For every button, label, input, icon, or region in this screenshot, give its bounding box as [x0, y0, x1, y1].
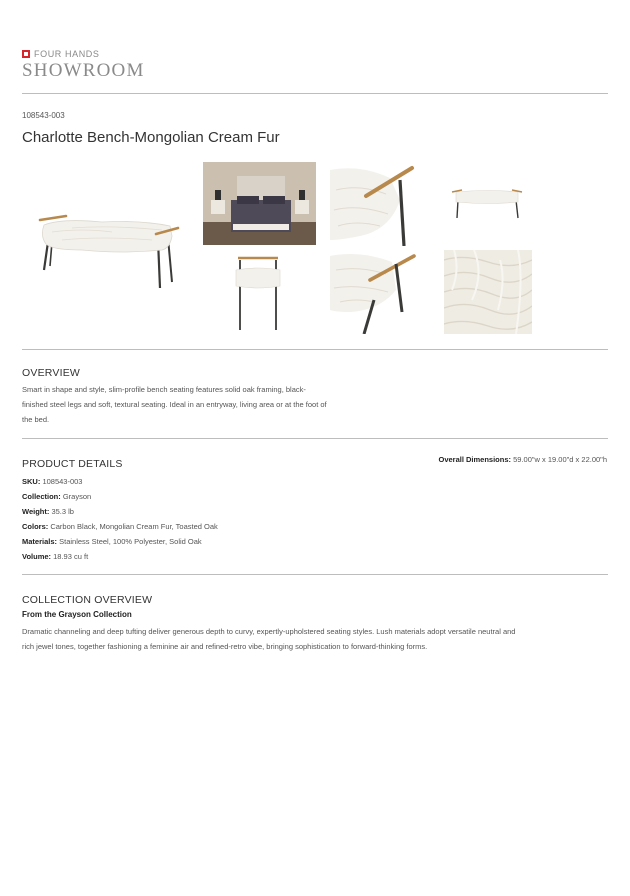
dims-value: 59.00"w x 19.00"d x 22.00"h: [513, 455, 607, 464]
product-image-thumb[interactable]: [448, 178, 526, 222]
detail-value: Grayson: [62, 492, 92, 501]
overview-line: Smart in shape and style, slim-profile bench seating features solid oak framing, black-: [22, 385, 306, 394]
overview-heading: OVERVIEW: [22, 367, 81, 379]
product-sku: 108543-003: [22, 111, 65, 120]
detail-row-colors: [22, 519, 218, 534]
collection-line: rich jewel tones, together fashioning a feminine air and refined-retro vibe, bringing sophistication to forward-thinking forms.: [22, 642, 428, 651]
detail-label: Weight:: [22, 507, 50, 516]
detail-row-sku: [22, 474, 218, 489]
overview-line: the bed.: [22, 415, 50, 424]
detail-label: Colors:: [22, 522, 49, 531]
overview-line: finished steel legs and soft, textural seating. Ideal in an entryway, living area or at the foot of: [22, 400, 327, 409]
detail-value: Carbon Black, Mongolian Cream Fur, Toasted Oak: [50, 522, 218, 531]
detail-label: Volume:: [22, 552, 52, 561]
product-image-texture[interactable]: [444, 250, 532, 334]
detail-value: Stainless Steel, 100% Polyester, Solid Oak: [59, 537, 202, 546]
collection-heading: COLLECTION OVERVIEW: [22, 594, 153, 606]
divider: [22, 93, 608, 94]
details-heading: PRODUCT DETAILS: [22, 458, 123, 470]
product-image-detail-leg[interactable]: [330, 250, 417, 334]
detail-row-volume: [22, 549, 218, 564]
detail-value: 108543-003: [42, 477, 83, 486]
collection-line: Dramatic channeling and deep tufting deliver generous depth to curvy, expertly-upholstered seating styles. Lush materials adopt versatile neutral and: [22, 627, 516, 636]
brand-logo[interactable]: [22, 48, 145, 82]
detail-row-weight: [22, 504, 218, 519]
collection-text: [22, 624, 515, 654]
detail-value: 35.3 lb: [51, 507, 74, 516]
details-list: [22, 474, 218, 564]
product-image-room[interactable]: [203, 162, 316, 245]
divider: [22, 349, 608, 350]
brand-mark-icon: [22, 50, 30, 58]
overview-text: [22, 382, 327, 427]
brand-small-text: FOUR HANDS: [34, 48, 100, 59]
detail-label: Materials:: [22, 537, 58, 546]
dims-label: Overall Dimensions:: [438, 455, 512, 464]
product-image-detail-rail[interactable]: [330, 160, 417, 246]
brand-big-text: SHOWROOM: [22, 60, 145, 81]
detail-label: SKU:: [22, 477, 41, 486]
product-image-main[interactable]: [22, 170, 200, 320]
product-title: Charlotte Bench-Mongolian Cream Fur: [22, 129, 280, 146]
divider: [22, 574, 608, 575]
product-image-side[interactable]: [228, 252, 288, 334]
overall-dimensions: [438, 455, 607, 464]
divider: [22, 438, 608, 439]
detail-row-collection: [22, 489, 218, 504]
detail-label: Collection:: [22, 492, 61, 501]
detail-value: 18.93 cu ft: [53, 552, 89, 561]
collection-subheading: From the Grayson Collection: [22, 610, 132, 619]
detail-row-materials: [22, 534, 218, 549]
